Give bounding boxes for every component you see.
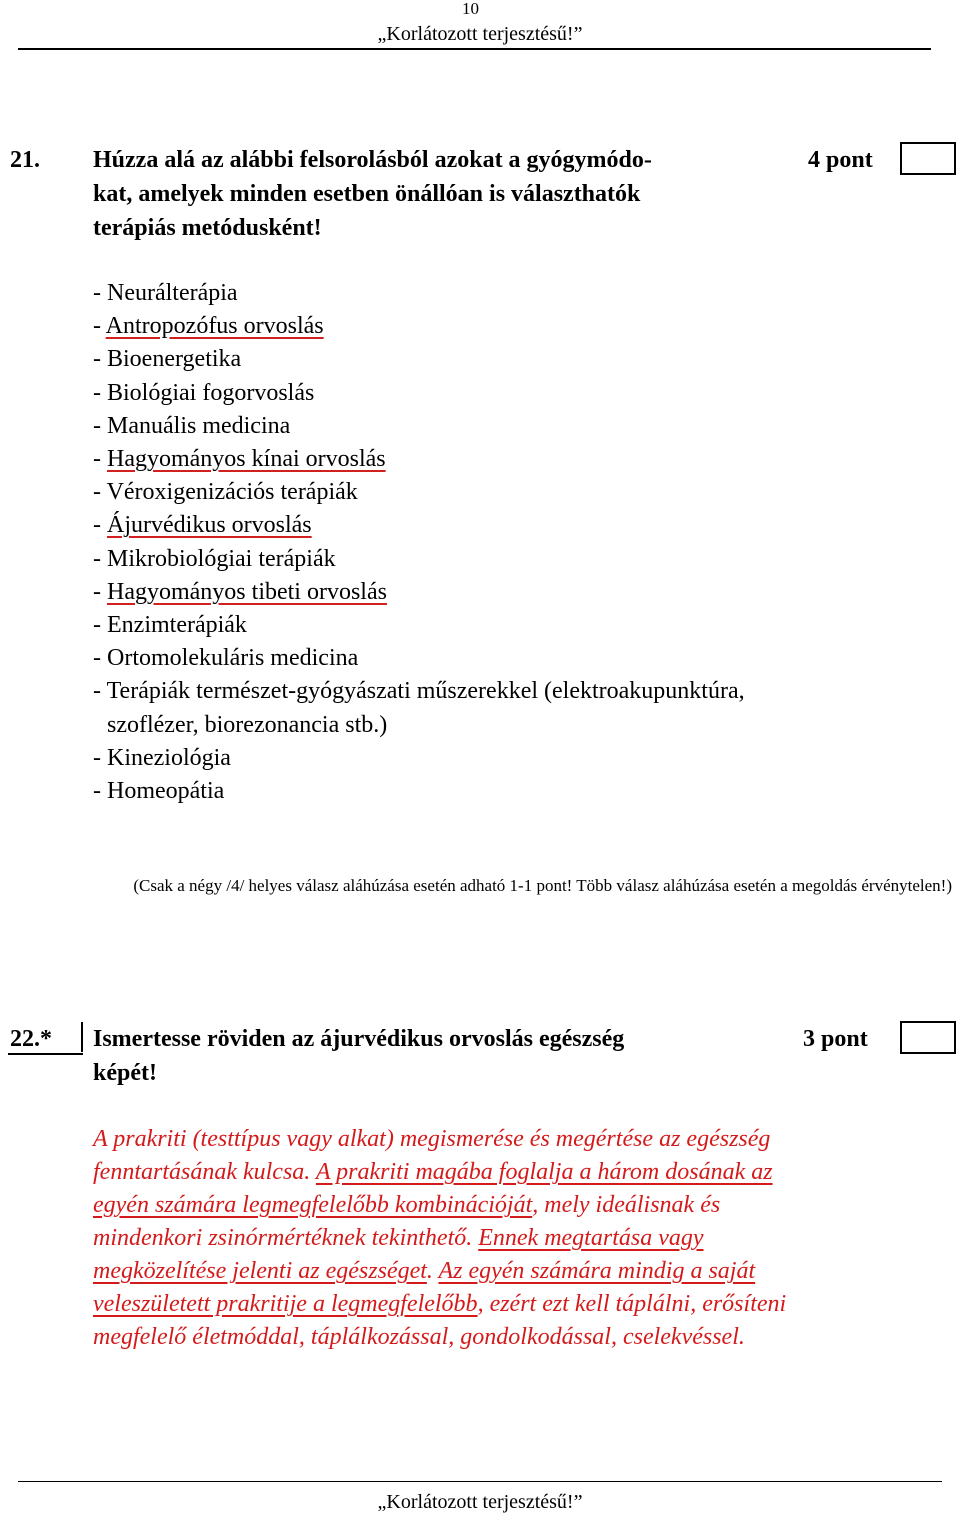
answer-underlined-text: A prakriti magába foglalja a három dosának az [315, 1159, 773, 1185]
answer-text: . [426, 1258, 439, 1284]
option-dash: - [93, 446, 107, 473]
option-item[interactable] [93, 543, 745, 576]
option-item[interactable] [93, 709, 745, 742]
option-label: Terápiák természet-gyógyászati műszerekkel (elektroakupunktúra, [106, 678, 745, 705]
option-label: Véroxigenizációs terápiák [106, 479, 358, 506]
answer-line [93, 1255, 923, 1288]
option-label: Antropozófus orvoslás [105, 313, 324, 340]
option-label: Bioenergetika [107, 346, 242, 373]
answer-line [93, 1288, 923, 1321]
question-22-points: 3 pont [803, 1026, 868, 1052]
option-dash: - [93, 379, 107, 406]
header-rule [18, 48, 931, 50]
running-head-bottom: „Korlátozott terjesztésű!” [377, 1491, 583, 1513]
option-item[interactable] [93, 775, 745, 808]
option-label: Neurálterápia [107, 280, 238, 306]
option-dash: - [93, 645, 107, 672]
question-21-points: 4 pont [808, 147, 873, 173]
question-21-options [93, 277, 745, 808]
option-dash: - [93, 744, 107, 771]
question-22-line-1: Ismertesse röviden az ájurvédikus orvoslás egészség [93, 1026, 625, 1052]
answer-line [93, 1321, 923, 1354]
option-item[interactable] [93, 277, 745, 310]
question-22-number-rule [8, 1053, 83, 1055]
running-head-top: „Korlátozott terjesztésű!” [377, 23, 583, 45]
option-label: Manuális medicina [107, 412, 291, 439]
option-label: Hagyományos tibeti orvoslás [107, 578, 387, 605]
answer-line [93, 1156, 923, 1189]
answer-underlined-text: Ennek megtartása vagy [478, 1225, 704, 1251]
option-dash: - [93, 578, 107, 605]
option-label: szoflézer, biorezonancia stb.) [107, 711, 388, 738]
option-dash: - [93, 280, 107, 306]
option-item[interactable] [93, 576, 745, 609]
option-dash: - [93, 313, 106, 340]
option-label: Ájurvédikus orvoslás [107, 512, 312, 539]
answer-underlined-text: egyén számára legmegfelelőbb kombinációját [93, 1192, 533, 1218]
question-22-number-separator [81, 1022, 83, 1052]
answer-line [93, 1189, 923, 1222]
option-dash: - [93, 512, 107, 539]
option-dash: - [93, 545, 107, 572]
option-item[interactable] [93, 675, 745, 708]
option-dash: - [93, 346, 107, 373]
question-22-score-box[interactable] [900, 1021, 956, 1054]
option-item[interactable] [93, 476, 745, 509]
option-label: Enzimterápiák [107, 612, 247, 639]
answer-text: , ezért ezt kell táplálni, erősíteni [477, 1291, 787, 1317]
option-dash: - [93, 778, 107, 805]
question-21-number: 21. [10, 147, 40, 173]
option-item[interactable] [93, 410, 745, 443]
option-dash: - [93, 678, 107, 705]
option-item[interactable] [93, 509, 745, 542]
option-label: Kineziológia [107, 744, 231, 771]
answer-text: , mely ideálisnak és [532, 1192, 721, 1218]
option-label: Homeopátia [107, 778, 225, 805]
question-22-line-2: képét! [93, 1060, 157, 1086]
answer-line [93, 1222, 923, 1255]
option-item[interactable] [93, 742, 745, 775]
option-item[interactable] [93, 377, 745, 410]
option-item[interactable] [93, 609, 745, 642]
option-dash: - [93, 412, 107, 439]
question-21-line-2: kat, amelyek minden esetben önállóan is választhatók [93, 181, 641, 207]
question-22-answer [93, 1123, 923, 1354]
question-21-score-box[interactable] [900, 142, 956, 175]
answer-line [93, 1123, 923, 1156]
option-label: Biológiai fogorvoslás [107, 379, 315, 406]
answer-underlined-text: Az egyén számára mindig a saját [438, 1258, 756, 1284]
answer-text: mindenkori zsinórmértéknek tekinthető. [93, 1225, 479, 1251]
option-dash: - [93, 479, 107, 506]
question-22-number: 22.* [10, 1026, 52, 1052]
question-21-line-3: terápiás metódusként! [93, 215, 322, 241]
answer-text: A prakriti (testtípus vagy alkat) megismerése és megértése az egészség [93, 1126, 771, 1152]
question-21-note: (Csak a négy /4/ helyes válasz aláhúzása esetén adható 1-1 pont! Több válasz aláhúzása esetén a megoldás érvénytelen!) [133, 876, 952, 895]
option-item[interactable] [93, 310, 745, 343]
option-item[interactable] [93, 642, 745, 675]
option-item[interactable] [93, 443, 745, 476]
footer-rule [18, 1481, 942, 1482]
answer-underlined-text: veleszületett prakritije a legmegfelelőbb [93, 1291, 478, 1317]
option-label: Hagyományos kínai orvoslás [107, 446, 386, 473]
option-label: Ortomolekuláris medicina [107, 645, 359, 672]
page-number: 10 [462, 0, 479, 18]
question-21-line-1: Húzza alá az alábbi felsorolásból azokat a gyógymódo- [93, 147, 652, 173]
option-label: Mikrobiológiai terápiák [107, 545, 336, 572]
answer-text: megfelelő életmóddal, táplálkozással, gondolkodással, cselekvéssel. [93, 1324, 745, 1350]
option-item[interactable] [93, 343, 745, 376]
answer-text: fenntartásának kulcsa. [93, 1159, 316, 1185]
option-dash: - [93, 612, 107, 639]
answer-underlined-text: megközelítése jelenti az egészséget [93, 1258, 427, 1284]
